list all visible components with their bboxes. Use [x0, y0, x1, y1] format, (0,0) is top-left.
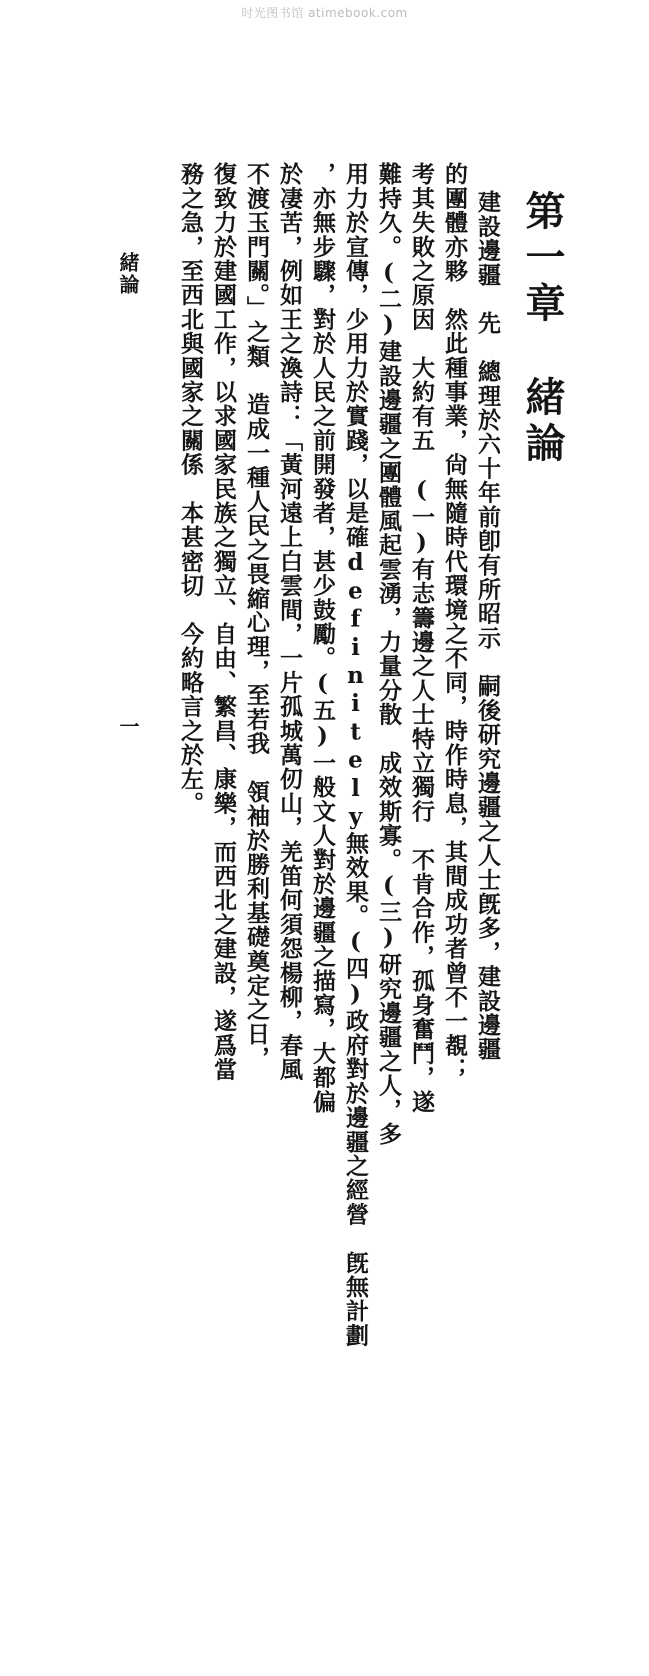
- paragraph-line-8: 不渡玉門關。」之類 造成一種人民之畏縮心理，至若我 領袖於勝利基礎奠定之日，: [243, 162, 270, 1071]
- paragraph-line-5: 用力於宣傳，少用力於實踐，以是確definitely無效果。(四)政府對於邊疆之經營 旣無計劃: [342, 162, 369, 1348]
- paragraph-line-4: 難持久。(二)建設邊疆之團體風起雲湧，力量分散 成效斯寡。(三)研究邊疆之人，多: [375, 162, 402, 1146]
- paragraph-line-6: ，亦無步驟，對於人民之前開發者，甚少鼓勵。(五)一般文人對於邊疆之描寫，大都偏: [309, 162, 336, 1114]
- page-number: 一: [116, 716, 140, 736]
- paragraph-line-7: 於凄苦，例如王之渙詩：「黃河遠上白雲間，一片孤城萬仞山，羌笛何須怨楊柳，春風: [276, 162, 303, 1082]
- chapter-number: 第一章: [519, 190, 566, 328]
- paragraph-line-3: 考其失敗之原因 大約有五 (一)有志籌邊之人士特立獨行 不肯合作，孤身奮鬥，遂: [408, 162, 435, 1114]
- chapter-heading: [519, 190, 566, 1150]
- running-head: 緒論: [116, 252, 140, 296]
- paragraph-line-10: 務之急，至西北與國家之關係 本甚密切 今約略言之於左。: [177, 162, 204, 816]
- site-watermark: 时光图书馆 atimebook.com: [241, 6, 408, 20]
- paragraph-line-2: 的團體亦夥 然此種事業，尙無隨時代環境之不同，時作時息，其間成功者曾不一覩；: [441, 162, 468, 1082]
- paragraph-line-1: 建設邊疆 先 總理於六十年前卽有所昭示 嗣後研究邊疆之人士旣多，建設邊疆: [474, 190, 501, 1062]
- paragraph-line-9: 復致力於建國工作，以求國家民族之獨立、自由、繁昌、康樂，而西北之建設，遂爲當: [210, 162, 237, 1082]
- chapter-title: 緒論: [519, 376, 566, 468]
